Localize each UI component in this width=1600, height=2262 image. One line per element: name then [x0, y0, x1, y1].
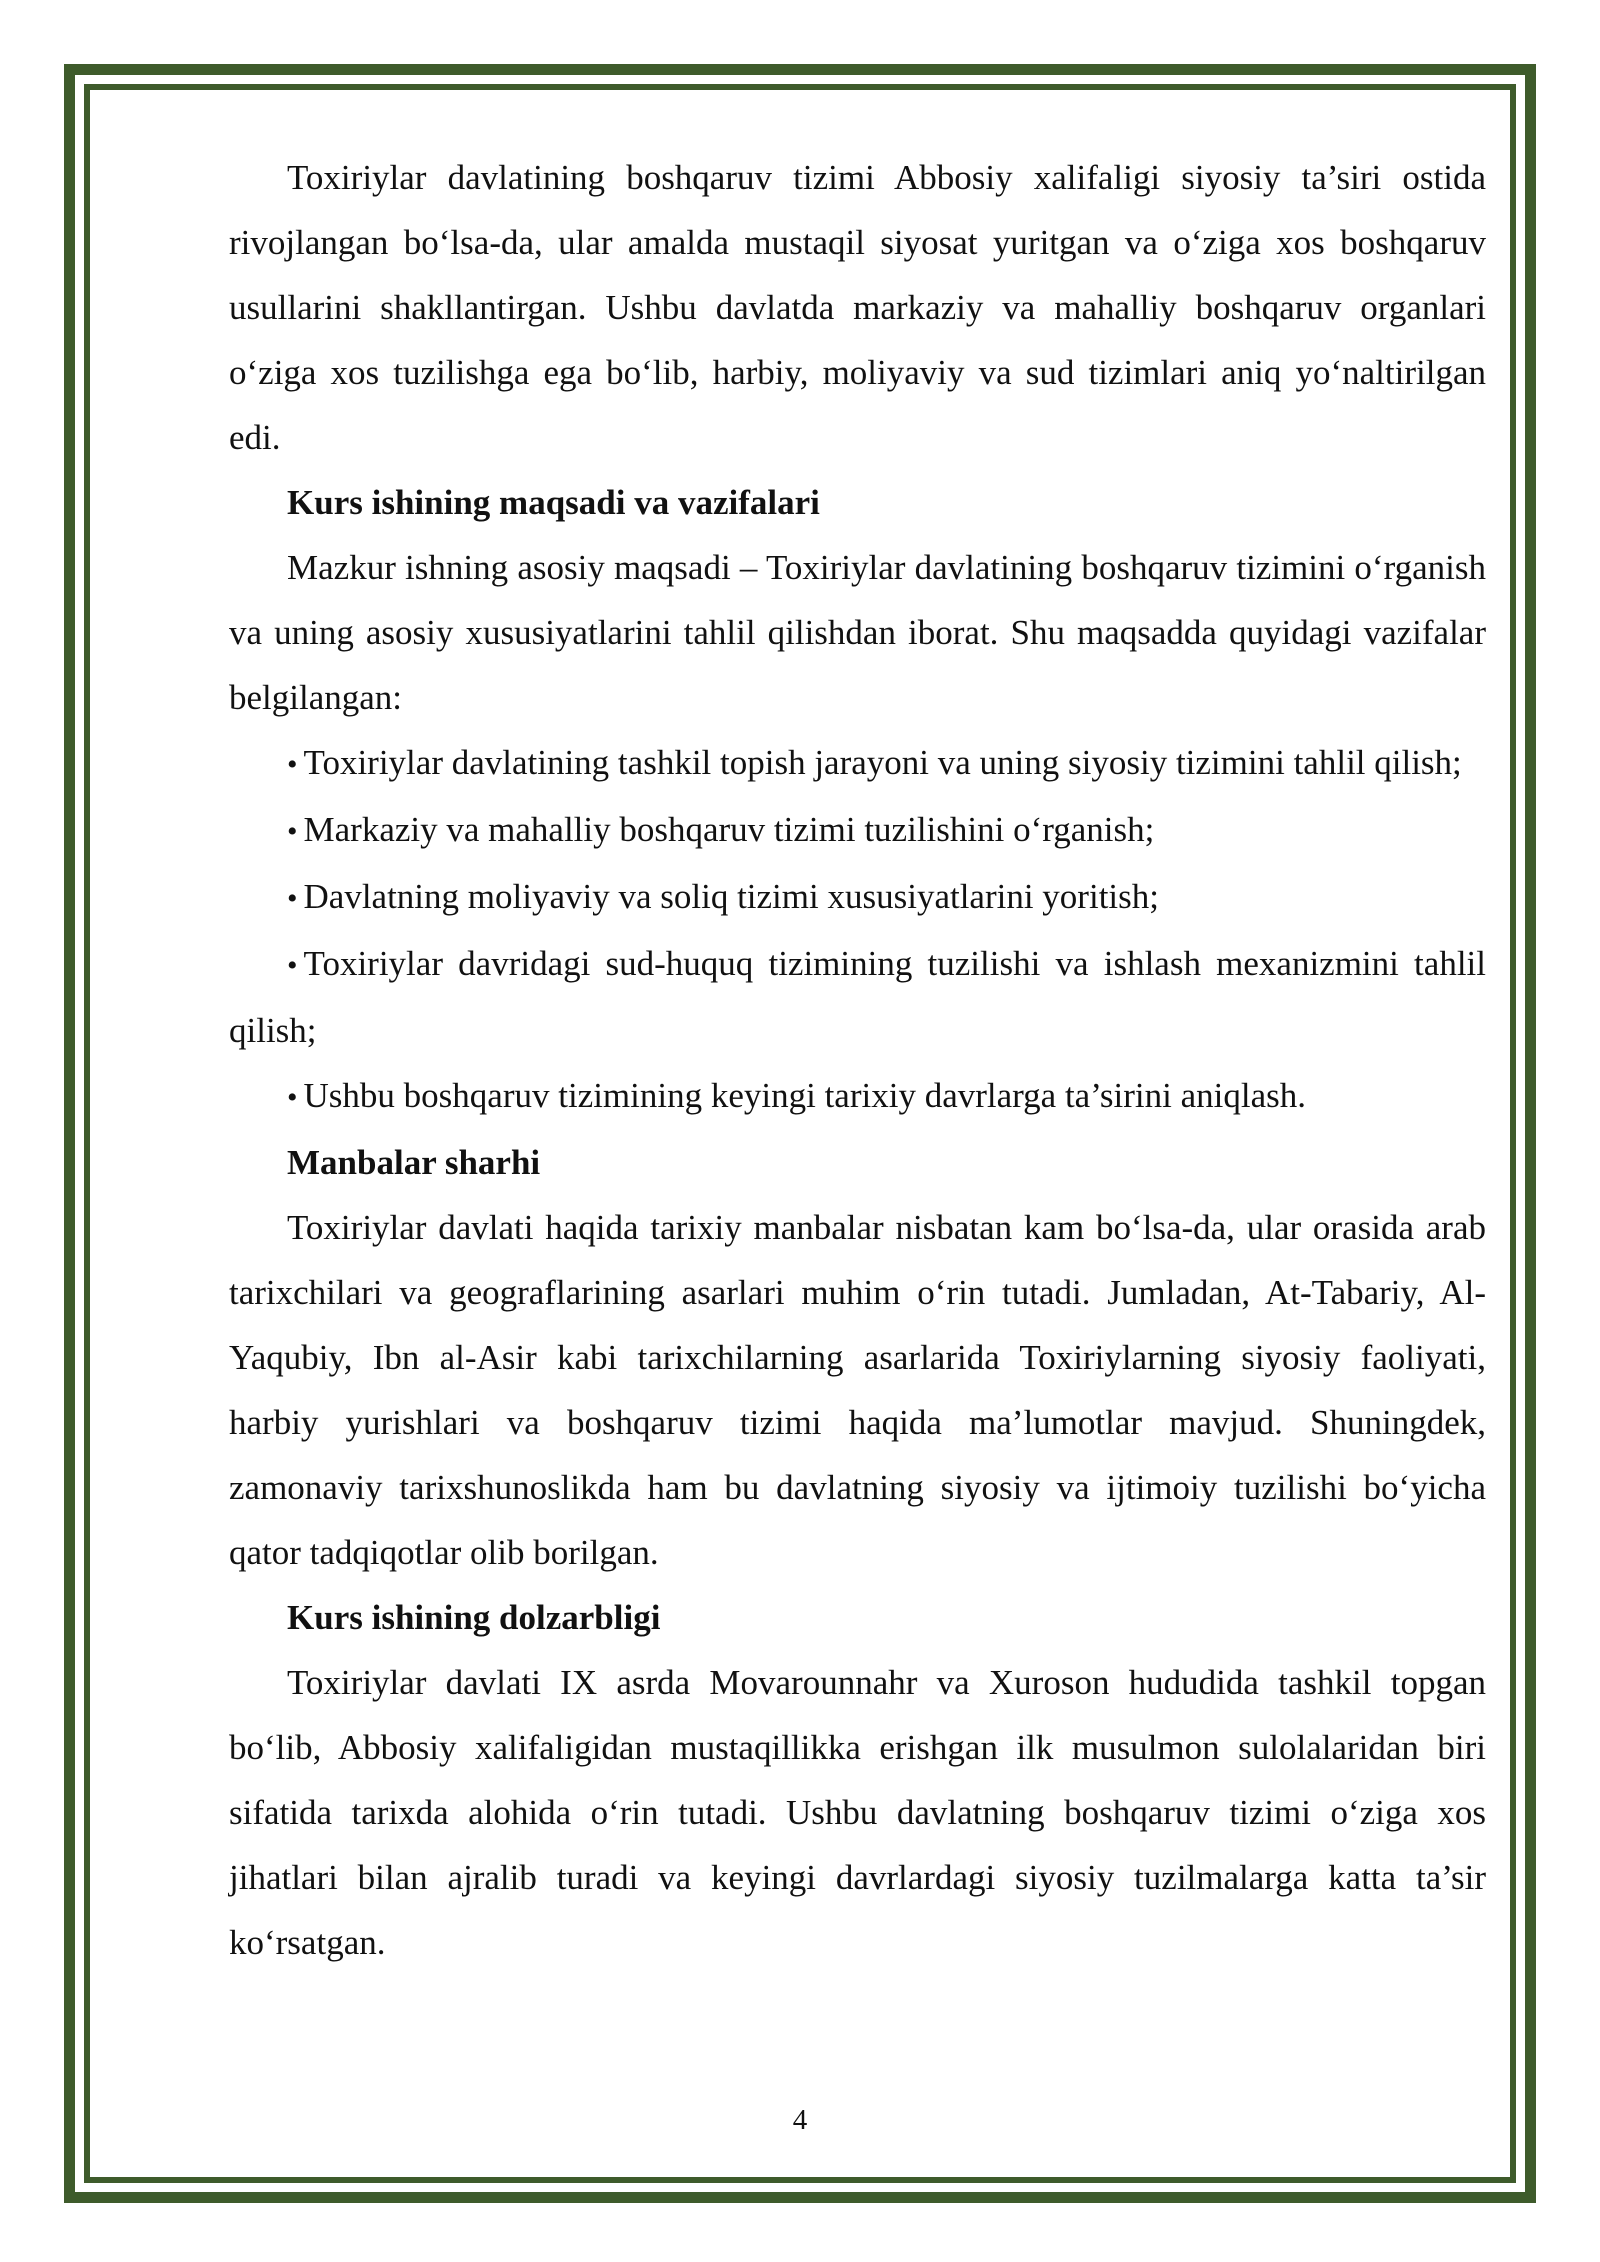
task-list-item: • Markaziy va mahalliy boshqaruv tizimi tuzilishini o‘rganish;	[229, 797, 1486, 864]
task-list-item: • Toxiriylar davridagi sud-huquq tizimining tuzilishi va ishlash mexanizmini tahlil qilish;	[229, 931, 1486, 1063]
task-list-item: • Toxiriylar davlatining tashkil topish jarayoni va uning siyosiy tizimini tahlil qilish;	[229, 730, 1486, 797]
section-heading-sources: Manbalar sharhi	[287, 1143, 541, 1182]
page-number: 4	[792, 2104, 808, 2136]
section-heading-relevance: Kurs ishining dolzarbligi	[287, 1598, 661, 1637]
intro-paragraph: Toxiriylar davlatining boshqaruv tizimi Abbosiy xalifaligi siyosiy ta’siri ostida rivojlangan bo‘lsa-da, ular amalda mustaqil siyosat yuritgan va o‘ziga xos boshqaruv usullarini shakllantirgan. Ushbu davlatda markaziy va mahalliy boshqaruv organlari o‘ziga xos tuzilishga ega bo‘lib, harbiy, moliyaviy va sud tizimlari aniq yo‘naltirilgan edi.	[229, 158, 1486, 457]
task-list-item: • Ushbu boshqaruv tizimining keyingi tarixiy davrlarga ta’sirini aniqlash.	[229, 1063, 1486, 1130]
goals-paragraph: Mazkur ishning asosiy maqsadi – Toxiriylar davlatining boshqaruv tizimini o‘rganish va uning asosiy xususiyatlarini tahlil qilishdan iborat. Shu maqsadda quyidagi vazifalar belgilangan:	[229, 548, 1486, 717]
relevance-paragraph: Toxiriylar davlati IX asrda Movarounnahr va Xuroson hududida tashkil topgan bo‘lib, Abbosiy xalifaligidan mustaqillikka erishgan ilk musulmon sulolalaridan biri sifatida tarixda alohida o‘rin tutadi. Ushbu davlatning boshqaruv tizimi o‘ziga xos jihatlari bilan ajralib turadi va keyingi davrlardagi siyosiy tuzilmalarga katta ta’sir ko‘rsatgan.	[229, 1663, 1486, 1962]
task-list-item: • Davlatning moliyaviy va soliq tizimi xususiyatlarini yoritish;	[229, 864, 1486, 931]
section-heading-goals: Kurs ishining maqsadi va vazifalari	[287, 483, 820, 522]
sources-paragraph: Toxiriylar davlati haqida tarixiy manbalar nisbatan kam bo‘lsa-da, ular orasida arab tarixchilari va geograflarining asarlari muhim o‘rin tutadi. Jumladan, At-Tabariy, Al-Yaqubiy, Ibn al-Asir kabi tarixchilarning asarlarida Toxiriylarning siyosiy faoliyati, harbiy yurishlari va boshqaruv tizimi haqida ma’lumotlar mavjud. Shuningdek, zamonaviy tarixshunoslikda ham bu davlatning siyosiy va ijtimoiy tuzilishi bo‘yicha qator tadqiqotlar olib borilgan.	[229, 1208, 1486, 1572]
page-content	[229, 145, 1486, 1975]
